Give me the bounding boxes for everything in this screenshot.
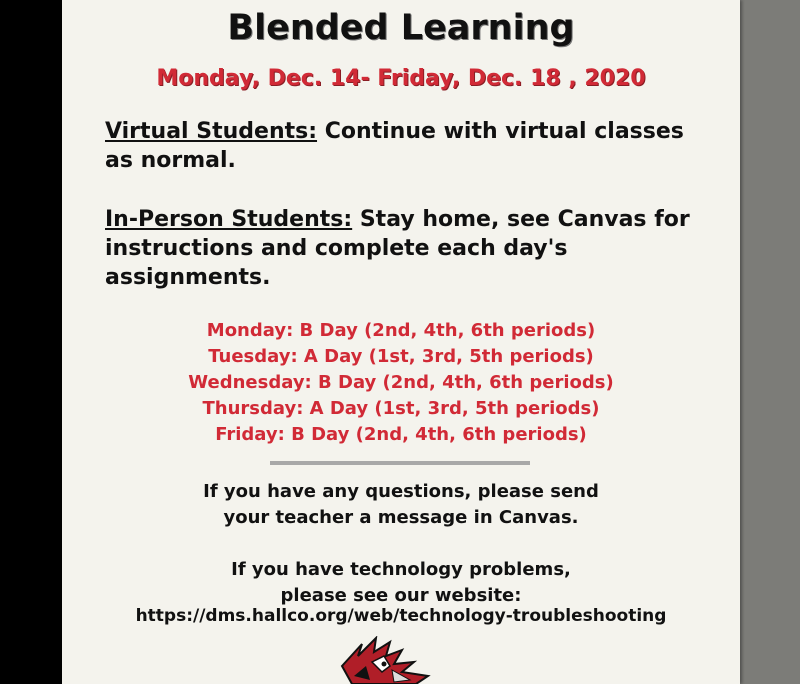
divider	[270, 461, 530, 465]
virtual-students-label: Virtual Students:	[105, 119, 318, 144]
questions-line-1: If you have any questions, please send	[203, 481, 599, 502]
virtual-students-text: Continue with virtual classes as normal.	[105, 119, 684, 173]
schedule-item-thursday: Thursday: A Day (1st, 3rd, 5th periods)	[202, 398, 600, 419]
schedule-list	[62, 318, 740, 448]
tech-line-2: please see our website:	[280, 585, 522, 606]
flyer-title: Blended Learning	[227, 8, 575, 48]
in-person-students-text: Stay home, see Canvas for instructions and complete each day's assignments.	[105, 207, 690, 290]
date-range: Monday, Dec. 14- Friday, Dec. 18 , 2020	[156, 66, 646, 91]
tech-note	[62, 557, 740, 609]
questions-note	[62, 479, 740, 531]
troubleshooting-url[interactable]: https://dms.hallco.org/web/technology-troubleshooting	[135, 606, 667, 626]
background-side-panel	[740, 0, 800, 684]
in-person-students-label: In-Person Students:	[105, 207, 353, 232]
schedule-item-tuesday: Tuesday: A Day (1st, 3rd, 5th periods)	[208, 346, 594, 367]
virtual-students-paragraph	[105, 117, 705, 175]
schedule-item-wednesday: Wednesday: B Day (2nd, 4th, 6th periods)	[188, 372, 614, 393]
flyer	[62, 0, 740, 684]
tech-line-1: If you have technology problems,	[231, 559, 571, 580]
schedule-item-friday: Friday: B Day (2nd, 4th, 6th periods)	[215, 424, 587, 445]
in-person-students-paragraph	[105, 205, 705, 292]
red-bird-mascot-icon	[332, 636, 442, 684]
schedule-item-monday: Monday: B Day (2nd, 4th, 6th periods)	[206, 320, 596, 341]
questions-line-2: your teacher a message in Canvas.	[223, 507, 579, 528]
